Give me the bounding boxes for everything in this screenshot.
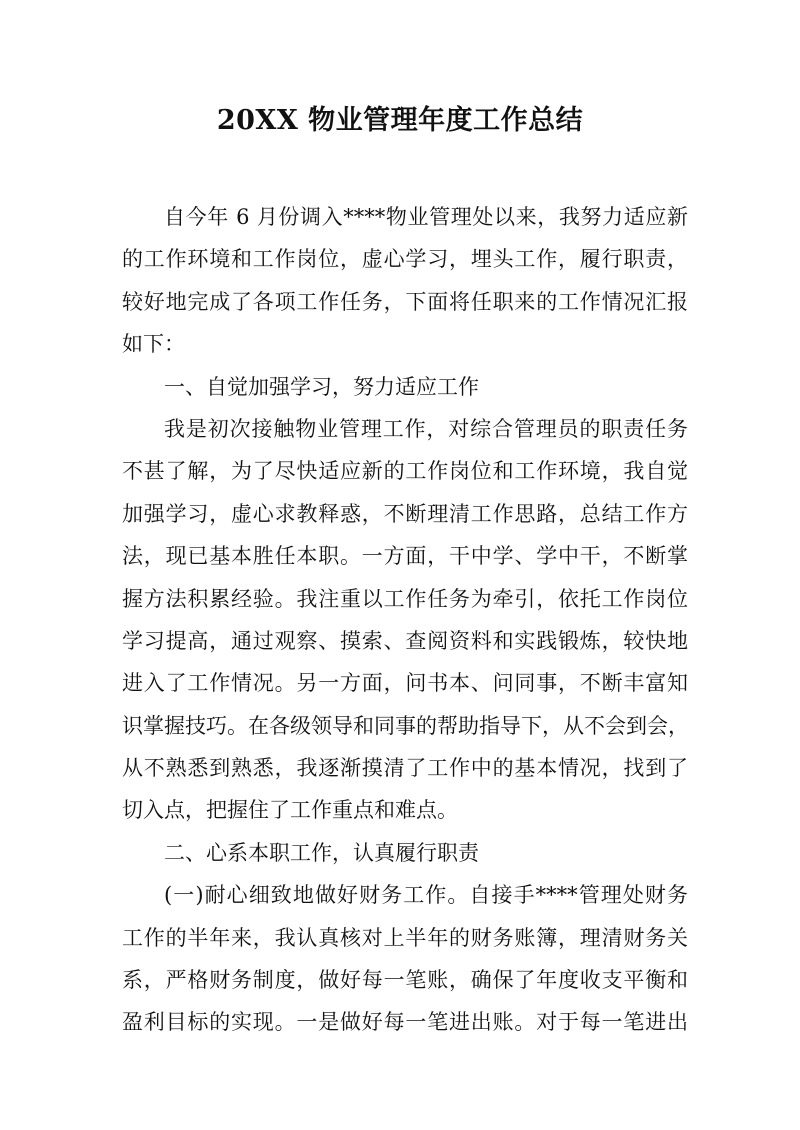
paragraph-line: 的工作环境和工作岗位，虚心学习，埋头工作，履行职责，	[122, 247, 688, 272]
paragraph-line: 加强学习，虚心求教释惑，不断理清工作思路，总结工作方	[122, 501, 688, 526]
paragraph-line: 我是初次接触物业管理工作，对综合管理员的职责任务	[164, 416, 688, 441]
paragraph-line: 自今年 6 月份调入****物业管理处以来，我努力适应新	[164, 205, 688, 229]
paragraph-line: 法，现已基本胜任本职。一方面，干中学、学中干，不断掌	[122, 544, 688, 569]
paragraph-line: 学习提高，通过观察、摸索、查阅资料和实践锻炼，较快地	[122, 628, 688, 653]
paragraph-line: 握方法积累经验。我注重以工作任务为牵引，依托工作岗位	[122, 586, 688, 611]
paragraph-line: 较好地完成了各项工作任务，下面将任职来的工作情况汇报	[122, 289, 688, 314]
section-heading: 二、心系本职工作，认真履行职责	[164, 840, 479, 865]
paragraph-line: 如下：	[122, 332, 185, 357]
document-title: 20XX 物业管理年度工作总结	[216, 105, 584, 136]
paragraph-line: 工作的半年来，我认真核对上半年的财务账簿，理清财务关	[122, 925, 688, 950]
paragraph-line: 进入了工作情况。另一方面，问书本、问同事，不断丰富知	[122, 671, 688, 696]
paragraph-line: 识掌握技巧。在各级领导和同事的帮助指导下，从不会到会，	[122, 713, 689, 738]
document-body	[122, 196, 688, 1044]
section-heading: 一、自觉加强学习，努力适应工作	[164, 374, 479, 399]
paragraph-line: 系，严格财务制度，做好每一笔账，确保了年度收支平衡和	[122, 968, 688, 993]
paragraph-line: 盈利目标的实现。一是做好每一笔进出账。对于每一笔进出	[122, 1010, 688, 1035]
paragraph-line: 不甚了解，为了尽快适应新的工作岗位和工作环境，我自觉	[122, 459, 688, 484]
paragraph-line: 从不熟悉到熟悉，我逐渐摸清了工作中的基本情况，找到了	[122, 756, 688, 781]
paragraph-line: 切入点，把握住了工作重点和难点。	[122, 798, 458, 823]
paragraph-line: (一)耐心细致地做好财务工作。自接手****管理处财务	[164, 883, 688, 908]
